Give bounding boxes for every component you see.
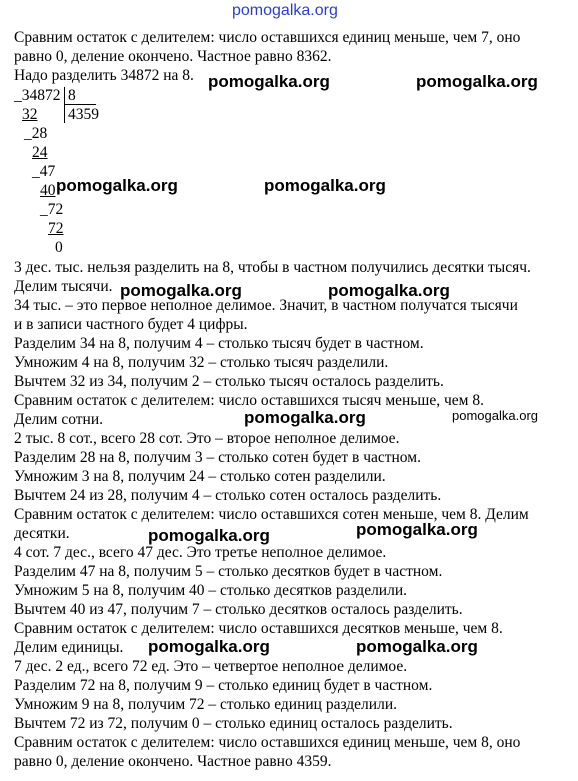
watermark-top: pomogalka.org bbox=[232, 2, 338, 19]
watermark: pomogalka.org bbox=[264, 176, 386, 195]
watermark: pomogalka.org bbox=[244, 408, 366, 427]
text-line: Разделим 72 на 8, получим 9 – столько единиц будет в частном. bbox=[14, 677, 433, 694]
division-divisor: 8 bbox=[68, 87, 76, 104]
text-line: 3 дес. тыс. нельзя разделить на 8, чтобы в частном получились десятки тысяч. bbox=[14, 259, 531, 276]
text-line: 7 дес. 2 ед., всего 72 ед. Это – четвертое неполное делимое. bbox=[14, 658, 408, 675]
division-dividend: _34872 bbox=[14, 87, 61, 104]
text-line: десятки. bbox=[14, 525, 70, 542]
text-line: Умножим 3 на 8, получим 24 – столько сотен разделили. bbox=[14, 468, 386, 485]
text-line: Сравним остаток с делителем: число оставшихся единиц меньше, чем 8, оно bbox=[14, 734, 521, 751]
text-line: Делим тысячи. bbox=[14, 278, 113, 295]
text-line: Вычтем 40 из 47, получим 7 – столько десятков осталось разделить. bbox=[14, 601, 463, 618]
text-line: Вычтем 32 из 34, получим 2 – столько тысяч осталось разделить. bbox=[14, 373, 444, 390]
division-quotient: 4359 bbox=[68, 106, 99, 123]
text-line: Разделим 47 на 8, получим 5 – столько десятков будет в частном. bbox=[14, 563, 443, 580]
watermark: pomogalka.org bbox=[148, 526, 270, 545]
text-line: Умножим 9 на 8, получим 72 – столько единиц разделили. bbox=[14, 696, 397, 713]
watermark: pomogalka.org bbox=[328, 281, 450, 300]
division-step: _72 bbox=[40, 201, 64, 218]
watermark: pomogalka.org bbox=[452, 408, 538, 423]
text-line: Делим единицы. bbox=[14, 639, 124, 656]
text-line: равно 0, деление окончено. Частное равно 4359. bbox=[14, 753, 332, 770]
watermark: pomogalka.org bbox=[120, 281, 242, 300]
division-step: 40 bbox=[40, 182, 56, 199]
text-line: Сравним остаток с делителем: число оставшихся тысяч меньше, чем 8. bbox=[14, 392, 484, 409]
text-line: Разделим 28 на 8, получим 3 – столько сотен будет в частном. bbox=[14, 449, 421, 466]
text-line: Сравним остаток с делителем: число оставшихся сотен меньше, чем 8. Делим bbox=[14, 506, 529, 523]
watermark: pomogalka.org bbox=[56, 176, 178, 195]
watermark: pomogalka.org bbox=[356, 637, 478, 656]
text-line: и в записи частного будет 4 цифры. bbox=[14, 316, 248, 333]
text-line: Разделим 34 на 8, получим 4 – столько тысяч будет в частном. bbox=[14, 335, 424, 352]
text-line: Умножим 5 на 8, получим 40 – столько десятков разделили. bbox=[14, 582, 408, 599]
text-line: Сравним остаток с делителем: число оставшихся единиц меньше, чем 7, оно bbox=[14, 29, 521, 46]
watermark: pomogalka.org bbox=[416, 72, 538, 91]
division-step: 72 bbox=[48, 220, 64, 237]
text-line: равно 0, деление окончено. Частное равно 8362. bbox=[14, 48, 332, 65]
text-line: Делим сотни. bbox=[14, 411, 104, 428]
watermark: pomogalka.org bbox=[148, 637, 270, 656]
division-step: 24 bbox=[32, 144, 48, 161]
text-line: Умножим 4 на 8, получим 32 – столько тысяч разделили. bbox=[14, 354, 389, 371]
text-line: Надо разделить 34872 на 8. bbox=[14, 67, 194, 84]
text-line: 4 сот. 7 дес., всего 47 дес. Это третье неполное делимое. bbox=[14, 544, 387, 561]
division-step: 0 bbox=[55, 239, 63, 256]
watermark: pomogalka.org bbox=[208, 72, 330, 91]
text-line: Сравним остаток с делителем: число оставшихся десятков меньше, чем 8. bbox=[14, 620, 503, 637]
text-line: 34 тыс. – это первое неполное делимое. Значит, в частном получатся тысячи bbox=[14, 297, 518, 314]
division-step: _47 bbox=[32, 163, 56, 180]
text-line: 2 тыс. 8 сот., всего 28 сот. Это – второе неполное делимое. bbox=[14, 430, 400, 447]
text-line: Вычтем 24 из 28, получим 4 – столько сотен осталось разделить. bbox=[14, 487, 442, 504]
watermark: pomogalka.org bbox=[356, 520, 478, 539]
division-step: 32 bbox=[22, 106, 38, 123]
division-step: _28 bbox=[24, 125, 48, 142]
text-line: Вычтем 72 из 72, получим 0 – столько единиц осталось разделить. bbox=[14, 715, 453, 732]
